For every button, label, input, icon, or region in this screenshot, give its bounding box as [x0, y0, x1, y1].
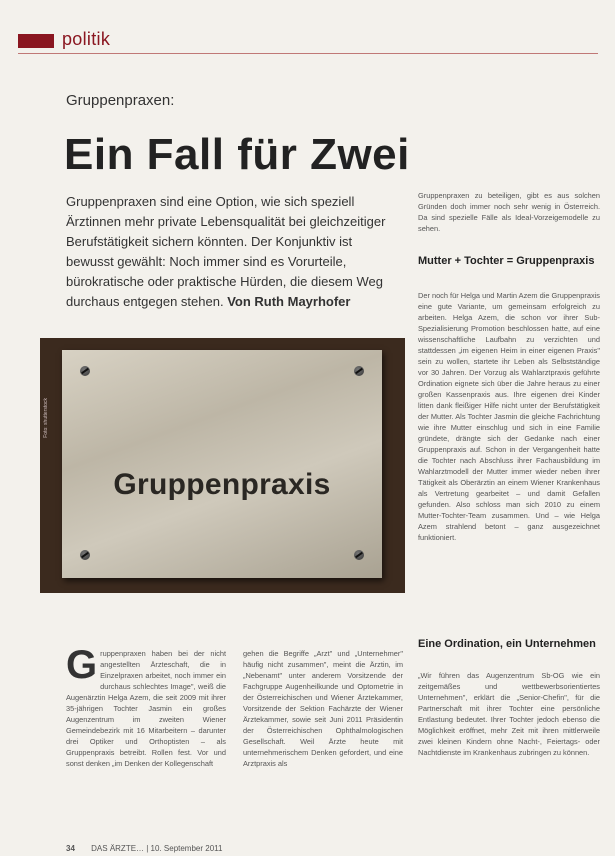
subheading-mutter-tochter: Mutter + Tochter = Gruppenpraxis: [418, 255, 595, 267]
page-number: 34: [66, 844, 75, 853]
door-plate: [62, 350, 382, 578]
article-lead: [66, 192, 396, 312]
right-column-body-1: Der noch für Helga und Martin Azem die Gruppenpraxis eine gute Variante, um gemeinsam erfolgreich zu arbeiten. Helga Azem, die schon vor ihrer Sub-Spezialisierung Promotion beschlossen hatte, auf eine wissenschaftliche Laufbahn zu verzichten und stattdessen „im eigenen Heim in einer eigenen Praxis" sein zu wollen, startete ihr Leben als Selbstständige vor 30 Jahren. Der Vorzug als Wahlarztpraxis geführte Ordination eignete sich über die Jahre heraus zu einer großen Kassenpraxis aus. Ihre eigenen drei Kinder litten dank fleißiger Hilfe nicht unter der Berufstätigkeit der Mutter. Als Tochter Jasmin die gleiche Fachrichtung wie ihre Mutter einschlug und sich in eine Familie gründete, drängte sich der Gedanke nach einer Gruppenpraxis auf. Schon in der Vergangenheit hatte die Tochter nach Abschluss ihrer Fachausbildung im Wahlarztmodell der Mutter immer wieder neben ihrer Tätigkeit als Oberärztin an einem Wiener Krankenhaus als Vertretung gearbeitet – und damit Gefallen gefunden. Also schloss man sich 2010 zu einem Mutter-Tochter-Team zusammen. Und – wie Helga Azem strahlend betont – ganz ausgezeichnet funktioniert.: [418, 291, 600, 542]
drop-cap: G: [66, 648, 98, 687]
author-byline: Von Ruth Mayrhofer: [227, 294, 351, 309]
page-footer: [66, 844, 222, 853]
section-color-bar: [18, 34, 54, 48]
screw-icon: [354, 366, 364, 376]
body-column-1-text: ruppenpraxen haben bei der nicht angestellten Ärzteschaft, die in Einzelpraxen arbeitet, noch immer ein durchaus schlechtes Image", weiß die Augenärztin Helga Azem, die seit 2009 mit ihrer 35-jährigen Tochter Jasmin ein großes Augenzentrum im zweiten Wiener Gemeindebezirk mit 16 Mitarbeitern – darunter drei Optiker und Orthoptisten – als Gruppenpraxis betreibt. Rollen fest. Vor und sonst denken „im Denken der Kollegenschaft: [66, 649, 226, 768]
lead-text: Gruppenpraxen sind eine Option, wie sich speziell Ärztinnen mehr private Lebensqualität bei gleichzeitiger Berufstätigkeit sichern könnten. Der Konjunktiv ist bewusst gewählt: Noch immer sind es Vorurteile, bürokratische oder praktische Hürden, die diesem Weg durchaus entgegen stehen.: [66, 194, 386, 309]
section-label: politik: [62, 29, 111, 49]
screw-icon: [354, 550, 364, 560]
article-photo: [40, 338, 405, 593]
publication-info: DAS ÄRZTE… | 10. September 2011: [91, 844, 223, 853]
photo-credit: Foto: shutterstock: [43, 398, 49, 438]
screw-icon: [80, 366, 90, 376]
section-divider: [18, 53, 598, 54]
article-kicker: Gruppenpraxen:: [66, 92, 175, 109]
body-column-2: gehen die Begriffe „Arzt" und „Unternehmer" häufig nicht zusammen", meint die Ärztin, im „Nebenamt" unter anderem Vorsitzende der Fachgruppe Augenheilkunde und Optometrie in der Österreichischen und Wiener Ärztekammer, Vorsitzende der Sektion Fachärzte der Wiener Ärztekammer, sowie seit Juni 2011 Präsidentin der Österreichischen Ophthalmologischen Gesellschaft. Weil Ärzte heute mit unternehmerischem Denken gefordert, und eine Arztpraxis als: [243, 649, 403, 768]
article-headline: Ein Fall für Zwei: [64, 130, 410, 179]
right-column-body-2: „Wir führen das Augenzentrum Sb-OG wie ein zeitgemäßes und wettbewerbsorientiertes Unternehmen", erklärt die „Senior-Chefin", für die Partnerschaft mit ihrer Tochter eine persönliche Entlastung bedeutet. Ihrer Tochter jedoch ebenso die Möglichkeit eröffnet, mehr Zeit mit ihren mittlerweile zwei kleinen Kindern ohne Nacht-, Feiertags- oder Nachtdienste im Krankenhaus zubringen zu können.: [418, 671, 600, 757]
body-column-1: [66, 648, 226, 833]
screw-icon: [80, 550, 90, 560]
right-column-intro: Gruppenpraxen zu beteiligen, gibt es aus solchen Gründen doch immer noch sehr wenig in Österreich. Da sind spezielle Fälle als Ideal-Vorzeigemodelle zu sehen.: [418, 191, 600, 233]
plate-text: Gruppenpraxis: [113, 468, 331, 501]
subheading-ordination: Eine Ordination, ein Unternehmen: [418, 638, 596, 650]
